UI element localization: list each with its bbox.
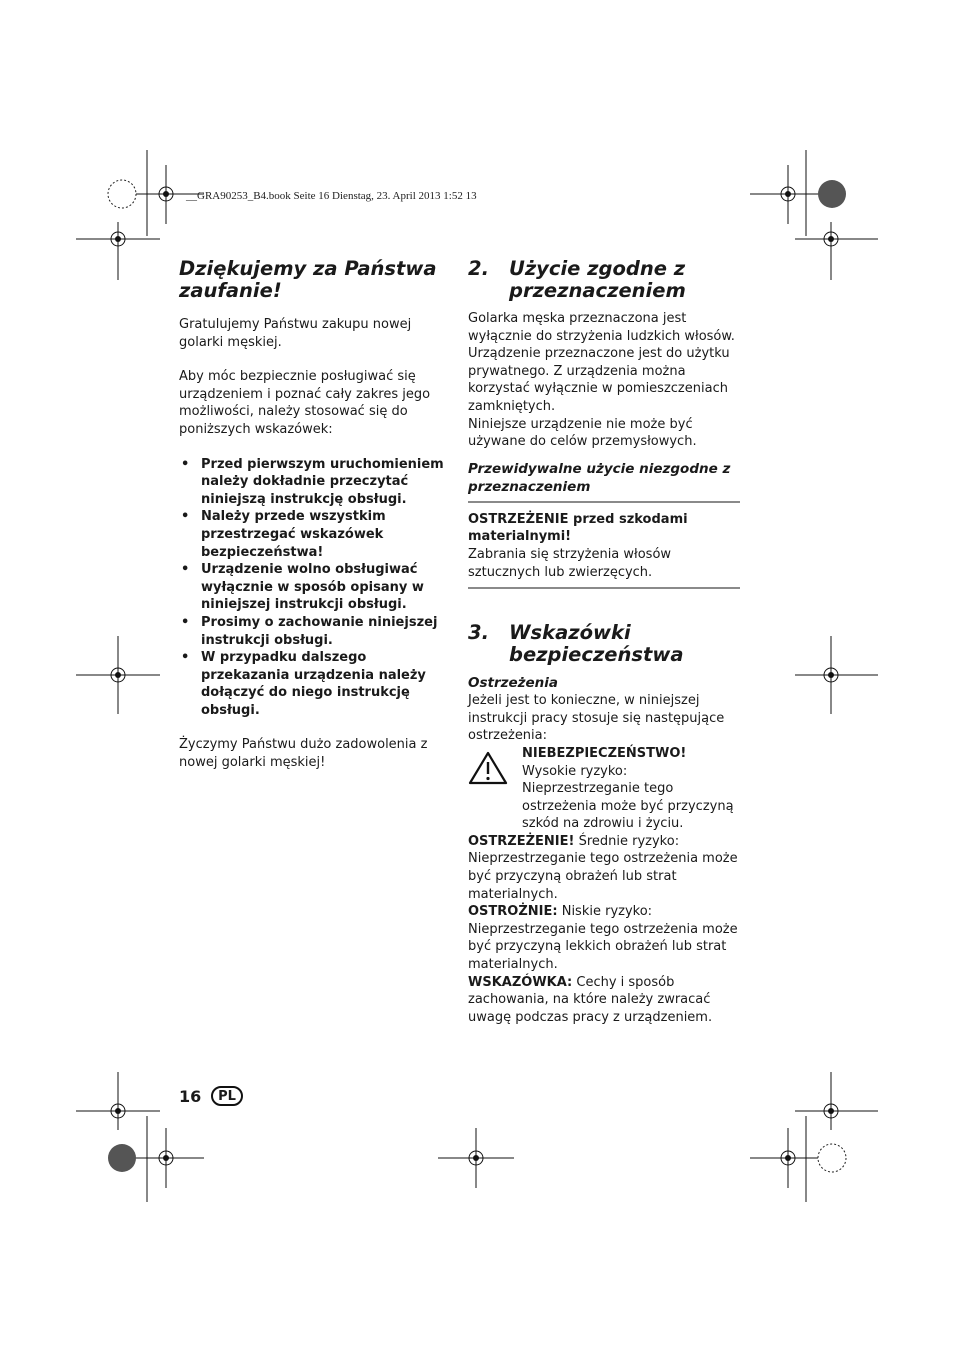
instructions-list [179, 456, 451, 720]
danger-text: NIEBEZPIECZEŃSTWO! Wysokie ryzyko: Nieprzestrzeganie tego ostrzeżenia może być przyczyną szkód na zdrowiu i życiu. [522, 745, 734, 832]
right-column [468, 258, 740, 1026]
caution-level-text: OSTROŻNIE: Niskie ryzyko: Nieprzestrzeganie tego ostrzeżenia może być przyczyną lekkich obrażeń lub strat materialnych. [468, 904, 738, 973]
section-number: 2. [468, 257, 489, 280]
list-item: • Prosimy o zachowanie niniejszej instrukcji obsługi. [181, 614, 438, 648]
section-2-title [468, 258, 740, 302]
print-header: __GRA90253_B4.book Seite 16 Dienstag, 23. April 2013 1:52 13 [186, 190, 477, 202]
section-heading: Wskazówki bezpieczeństwa [509, 621, 684, 667]
usage-paragraph: Aby móc bezpiecznie posługiwać się urządzeniem i poznać cały zakres jego możliwości, należy stosować się do poniższych wskazówek: [179, 369, 431, 437]
list-item: • Przed pierwszym uruchomieniem należy dokładnie przeczytać niniejszą instrukcję obsługi. [181, 456, 444, 507]
warning-triangle-icon [468, 745, 522, 833]
property-warning-text: Zabrania się strzyżenia włosów sztucznych lub zwierzęcych. [468, 546, 672, 580]
list-item: • W przypadku dalszego przekazania urządzenia należy dołączyć do niego instrukcję obsługi. [181, 650, 426, 718]
language-badge: PL [211, 1086, 243, 1106]
list-item: • Urządzenie wolno obsługiwać wyłącznie w sposób opisany w niniejszej instrukcji obsługi. [181, 562, 424, 613]
page-number: 16 [179, 1087, 202, 1106]
list-item: • Należy przede wszystkim przestrzegać wskazówek bezpieczeństwa! [181, 509, 386, 560]
section-3-title [468, 622, 740, 666]
warning-level-text: OSTRZEŻENIE! Średnie ryzyko: Nieprzestrzeganie tego ostrzeżenia może być przyczyną obrażeń lub strat materialnych. [468, 833, 738, 902]
closing-paragraph: Życzymy Państwu dużo zadowolenia z nowej golarki męskiej! [179, 737, 428, 771]
section-number: 3. [468, 621, 489, 645]
warnings-subheading: Ostrzeżenia [468, 675, 558, 692]
property-warning-label: OSTRZEŻENIE przed szkodami materialnymi! [468, 511, 688, 545]
warnings-intro: Jeżeli jest to konieczne, w niniejszej instrukcji pracy stosuje się następujące ostrzeżenia: [468, 693, 725, 744]
intro-paragraph: Gratulujemy Państwu zakupu nowej golarki męskiej. [179, 317, 412, 350]
note-level-text: WSKAZÓWKA: Cechy i sposób zachowania, na które należy zwracać uwagę podczas pracy z urządzeniem. [468, 974, 713, 1025]
commercial-use-paragraph: Niniejsze urządzenie nie może być używane do celów przemysłowych. [468, 416, 697, 450]
section-heading: Użycie zgodne z przeznaczeniem [509, 257, 686, 302]
left-column [179, 258, 451, 772]
danger-block [468, 745, 740, 833]
intended-use-paragraph: Golarka męska przeznaczona jest wyłącznie do strzyżenia ludzkich włosów. Urządzenie przeznaczone jest do użytku prywatnego. Z urządzenia można korzystać wyłącznie w pomieszczeniach zamkniętych. [468, 311, 735, 414]
thanks-title: Dziękujemy za Państwa zaufanie! [179, 257, 437, 302]
misuse-subheading: Przewidywalne użycie niezgodne z przeznaczeniem [468, 460, 731, 495]
